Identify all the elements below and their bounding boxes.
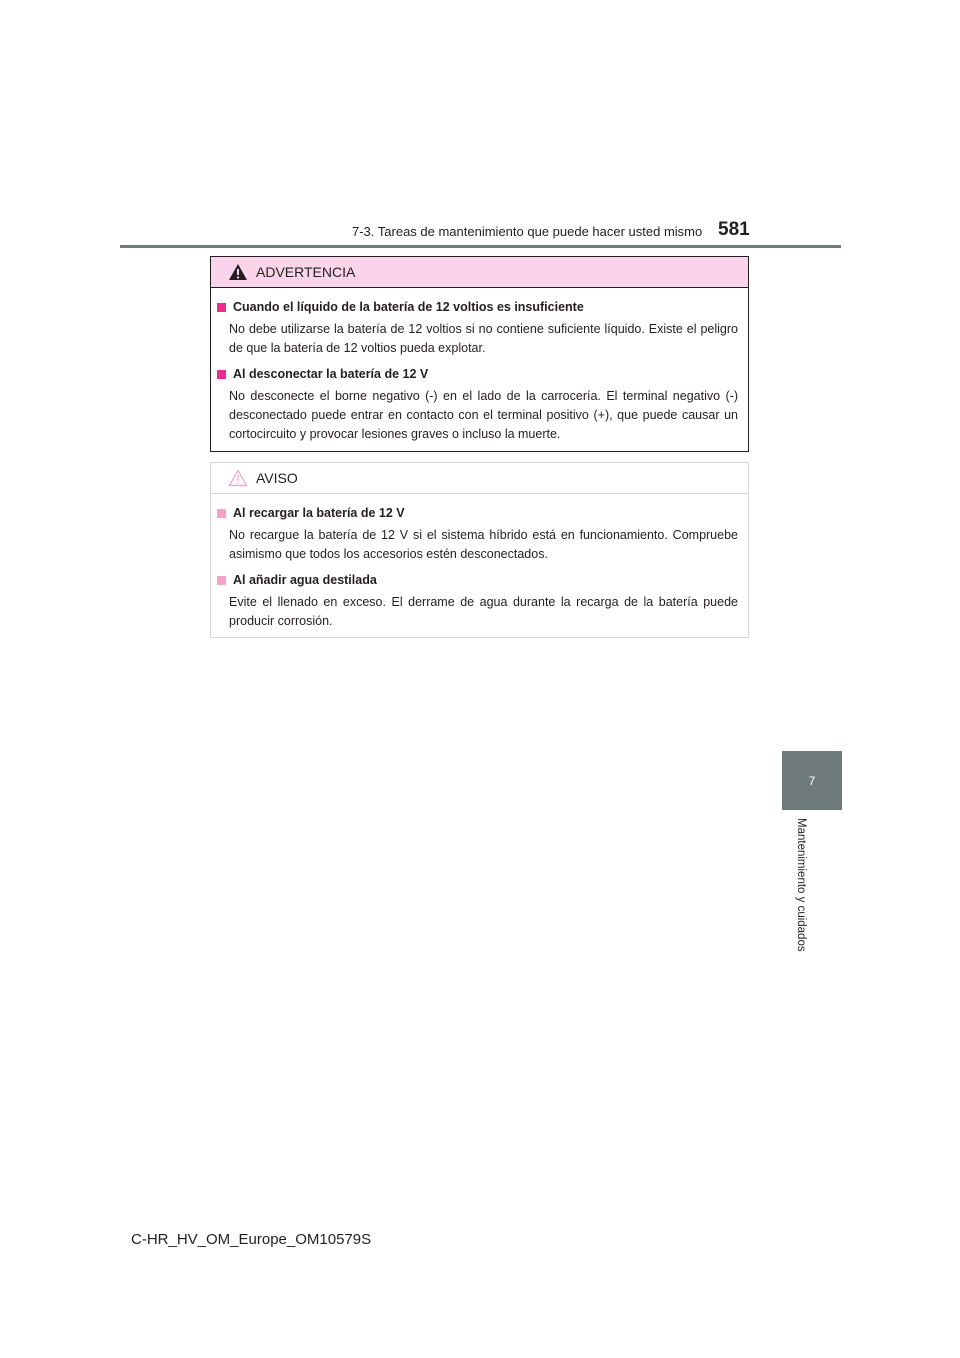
notice-heading: AVISO [256, 470, 298, 486]
square-bullet-icon [217, 303, 226, 312]
warning-triangle-icon [228, 263, 248, 281]
section-title: 7-3. Tareas de mantenimiento que puede hacer usted mismo [352, 224, 703, 239]
notice-box [210, 462, 749, 638]
notice-item-title: Al recargar la batería de 12 V [217, 506, 738, 520]
warning-item-text: No debe utilizarse la batería de 12 voltios si no contiene suficiente líquido. Existe el peligro de que la batería de 12 voltios pueda explotar. [229, 322, 738, 355]
caution-triangle-icon [228, 469, 248, 487]
chapter-number: 7 [808, 773, 816, 788]
square-bullet-icon [217, 509, 226, 518]
square-bullet-icon [217, 370, 226, 379]
page-number: 581 [718, 219, 750, 240]
notice-item-text: Evite el llenado en exceso. El derrame de agua durante la recarga de la batería puede producir corrosión. [229, 595, 738, 628]
notice-item-text: No recargue la batería de 12 V si el sistema híbrido está en funcionamiento. Compruebe asimismo que todos los accesorios estén desconectados. [229, 528, 738, 561]
document-code: C-HR_HV_OM_Europe_OM10579S [131, 1231, 372, 1248]
warning-header [211, 257, 748, 288]
header-divider [120, 245, 841, 248]
notice-header [211, 463, 748, 494]
square-bullet-icon [217, 576, 226, 585]
warning-item-text: No desconecte el borne negativo (-) en el lado de la carrocería. El terminal negativo (-) desconectado puede entrar en contacto con el terminal positivo (+), que puede causar un cortocircuito y provocar lesiones graves o incluso la muerte. [229, 389, 738, 441]
warning-box [210, 256, 749, 452]
warning-heading: ADVERTENCIA [256, 264, 356, 280]
chapter-tab [782, 751, 842, 810]
notice-item-title: Al añadir agua destilada [217, 573, 738, 587]
chapter-label: Mantenimiento y cuidados [795, 818, 807, 952]
warning-item-title: Al desconectar la batería de 12 V [217, 367, 738, 381]
warning-item-title: Cuando el líquido de la batería de 12 voltios es insuficiente [217, 300, 738, 314]
